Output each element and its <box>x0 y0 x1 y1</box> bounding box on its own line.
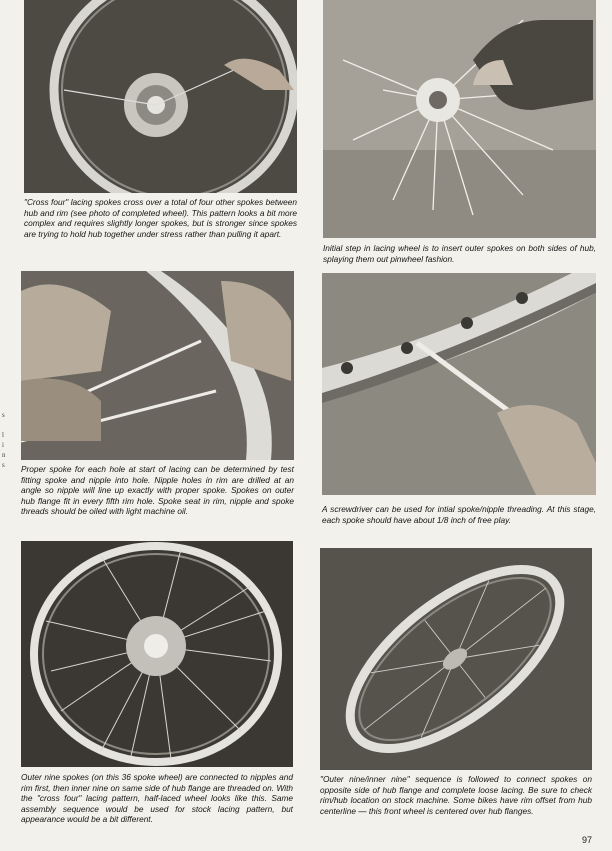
binding-edge-marks: s l i n s <box>2 411 6 469</box>
caption-cross-four-lacing: "Cross four" lacing spokes cross over a total of four other spokes between hub and rim (see photo of completed wheel). This pattern looks a bit more complex and requires slightly longer spokes, but is stronger since spokes are trying to hold hub together under stress rather than pulling it apart. <box>24 197 297 239</box>
photo-test-fitting-spoke <box>21 271 294 460</box>
wheel-rim-hub-illustration <box>24 0 297 193</box>
caption-fully-laced-wheel: "Outer nine/inner nine" sequence is followed to connect spokes on opposite side of hub flange and complete loose lacing. Be sure to check rim/hub location on stock machine. Some bikes have rim offset from hub centerline — this front wheel is centered over hub flanges. <box>320 774 592 816</box>
photo-fully-laced-wheel <box>320 548 592 770</box>
photo-half-laced-wheel <box>21 541 293 767</box>
photo-cross-four-lacing <box>24 0 297 193</box>
hands-spokes-rim-illustration <box>21 271 294 460</box>
fully-laced-wheel-illustration <box>320 548 592 770</box>
page-number: 97 <box>581 835 592 845</box>
caption-test-fitting-spoke: Proper spoke for each hole at start of lacing can be determined by test fitting spoke and nipple into hole. Nipple holes in rim are drilled at an angle so nipple will line up exactly with proper spoke. Spokes on outer hub flange fit in every fifth rim hole. Spoke seat in rim, nipple and spoke threads should be oiled with light machine oil. <box>21 464 294 517</box>
photo-initial-spoke-insertion <box>323 0 596 238</box>
screwdriver-rim-illustration <box>322 273 596 495</box>
caption-initial-spoke-insertion: Initial step in lacing wheel is to insert outer spokes on both sides of hub, splaying them out pinwheel fashion. <box>323 243 596 264</box>
half-laced-wheel-illustration <box>21 541 293 767</box>
caption-screwdriver-threading: A screwdriver can be used for intial spoke/nipple threading. At this stage, each spoke should have about 1/8 inch of free play. <box>322 504 596 525</box>
caption-half-laced-wheel: Outer nine spokes (on this 36 spoke wheel) are connected to nipples and rim first, then inner nine on same side of hub flange are threaded on. With the "cross four" lacing pattern, half-laced wheel looks like this. Same assembly sequence would be used for stock lacing pattern, but appearance would be a bit different. <box>21 772 293 825</box>
photo-screwdriver-threading <box>322 273 596 495</box>
hub-spokes-illustration <box>323 0 596 238</box>
